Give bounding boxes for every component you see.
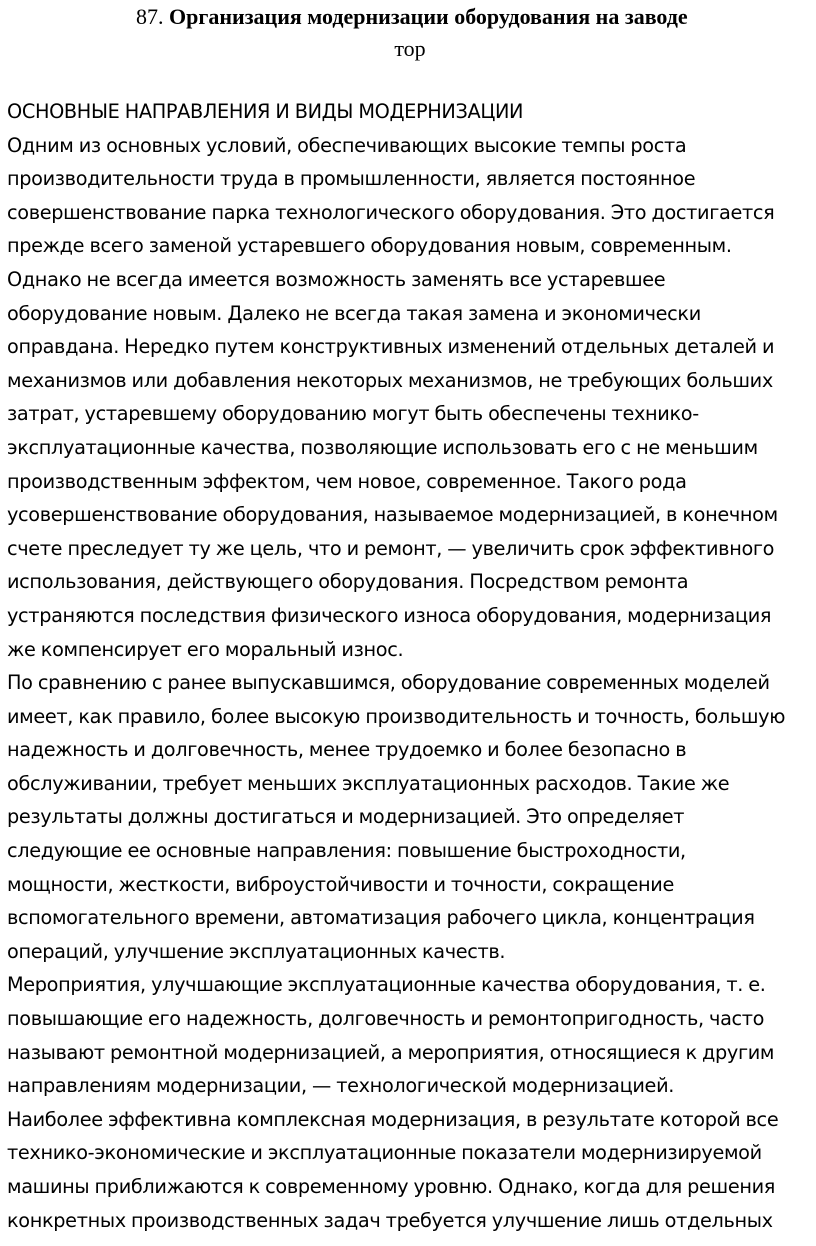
text-line: называют ремонтной модернизацией, а мероприятия, относящиеся к другим — [7, 1040, 775, 1064]
text-line: оправдана. Нередко путем конструктивных изменений отдельных деталей и — [7, 335, 775, 359]
text-line: мощности, жесткости, виброустойчивости и точности, сокращение — [7, 872, 674, 896]
text-line: затрат, устаревшему оборудованию могут быть обеспечены технико- — [7, 402, 699, 426]
text-line: обслуживании, требует меньших эксплуатационных расходов. Такие же — [7, 771, 730, 795]
text-line: оборудование новым. Далеко не всегда такая замена и экономически — [7, 301, 701, 325]
text-line: Наиболее эффективна комплексная модернизация, в результате которой все — [7, 1107, 779, 1131]
text-line: машины приближаются к современному уровню. Однако, когда для решения — [7, 1175, 776, 1198]
text-line: Однако не всегда имеется возможность заменять все устаревшее — [7, 267, 666, 291]
text-line: операций, улучшение эксплуатационных качеств. — [7, 939, 506, 963]
text-line: счете преследует ту же цель, что и ремонт, — увеличить срок эффективного — [7, 536, 775, 560]
text-line: прежде всего заменой устаревшего оборудования новым, современным. — [7, 234, 732, 258]
page-subtitle: тор — [394, 36, 426, 61]
text-line: направлениям модернизации, — технологической модернизацией. — [7, 1074, 675, 1098]
text-line: же компенсирует его моральный износ. — [7, 637, 404, 661]
text-line: результаты должны достигаться и модернизацией. Это определяет — [7, 805, 685, 829]
text-line: следующие ее основные направления: повышение быстроходности, — [7, 839, 686, 863]
text-line: усовершенствование оборудования, называемое модернизацией, в конечном — [7, 503, 778, 527]
document-body — [7, 95, 813, 1237]
text-line: Мероприятия, улучшающие эксплуатационные качества оборудования, т. е. — [7, 973, 766, 997]
page-title — [136, 2, 688, 32]
text-line: По сравнению с ранее выпускавшимся, оборудование современных моделей — [7, 671, 770, 695]
text-line: надежность и долговечность, менее трудоемко и более безопасно в — [7, 738, 687, 762]
text-line: использования, действующего оборудования. Посредством ремонта — [7, 570, 689, 594]
text-line: конкретных производственных задач требуется улучшение лишь отдельных — [7, 1208, 773, 1232]
text-line: имеет, как правило, более высокую производительность и точность, большую — [7, 704, 786, 728]
text-line: устраняются последствия физического износа оборудования, модернизация — [7, 603, 772, 627]
text-line: Одним из основных условий, обеспечивающих высокие темпы роста — [7, 133, 687, 157]
text-line: технико-экономические и эксплуатационные показатели модернизируемой — [7, 1141, 762, 1165]
text-line: производительности труда в промышленности, является постоянное — [7, 167, 696, 191]
text-line: совершенствование парка технологического оборудования. Это достигается — [7, 200, 775, 224]
title-number: 87. — [136, 4, 164, 29]
section-heading: ОСНОВНЫЕ НАПРАВЛЕНИЯ И ВИДЫ МОДЕРНИЗАЦИИ — [7, 100, 524, 123]
text-line: повышающие его надежность, долговечность и ремонтопригодность, часто — [7, 1007, 765, 1031]
title-text: Организация модернизации оборудования на заводе — [169, 4, 688, 29]
text-line: эксплуатационные качества, позволяющие использовать его с не меньшим — [7, 435, 758, 459]
text-line: вспомогательного времени, автоматизация рабочего цикла, концентрация — [7, 906, 755, 930]
text-line: механизмов или добавления некоторых механизмов, не требующих больших — [7, 368, 773, 392]
text-line: производственным эффектом, чем новое, современное. Такого рода — [7, 469, 687, 493]
